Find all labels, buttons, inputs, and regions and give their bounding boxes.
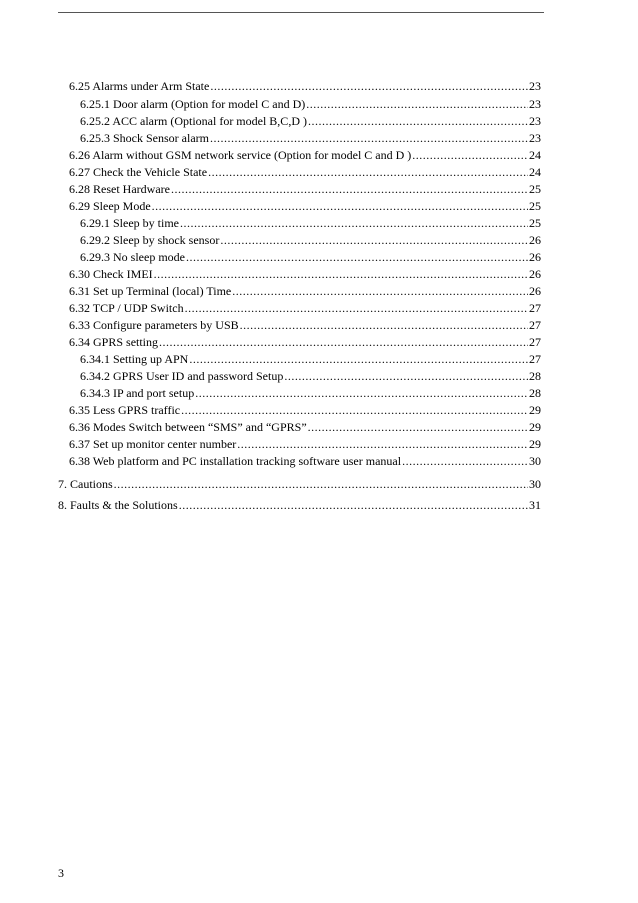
toc-entry[interactable]	[69, 147, 541, 163]
toc-entry-page: 24	[529, 165, 541, 179]
toc-leader-dots	[154, 266, 528, 282]
toc-entry-label: 6.25.1 Door alarm (Option for model C and D)	[80, 97, 306, 111]
toc-entry-label: 6.25.3 Shock Sensor alarm	[80, 131, 209, 145]
toc-entry-label: 6.29.3 No sleep mode	[80, 250, 185, 264]
toc-entry-page: 28	[529, 386, 541, 400]
toc-entry[interactable]	[80, 368, 541, 384]
toc-entry-page: 29	[529, 403, 541, 417]
toc-leader-dots	[179, 497, 528, 513]
toc-leader-dots	[114, 476, 528, 492]
toc-entry-page: 30	[529, 477, 541, 491]
toc-entry-label: 6.34.1 Setting up APN	[80, 352, 189, 366]
toc-entry-label: 6.25.2 ACC alarm (Optional for model B,C,D )	[80, 114, 307, 128]
toc-leader-dots	[232, 283, 528, 299]
toc-entry-page: 27	[529, 352, 541, 366]
toc-entry-label: 6.28 Reset Hardware	[69, 182, 170, 196]
toc-entry-label: 6.26 Alarm without GSM network service (Option for model C and D )	[69, 148, 412, 162]
toc-entry-page: 23	[529, 131, 541, 145]
toc-leader-dots	[181, 402, 528, 418]
toc-entry[interactable]	[69, 78, 541, 94]
toc-entry-label: 6.30 Check IMEI	[69, 267, 153, 281]
toc-leader-dots	[402, 453, 528, 469]
toc-entry-page: 28	[529, 369, 541, 383]
toc-leader-dots	[308, 419, 528, 435]
toc-entry[interactable]	[58, 476, 541, 492]
toc-leader-dots	[180, 215, 528, 231]
toc-entry[interactable]	[69, 453, 541, 469]
toc-entry[interactable]	[80, 385, 541, 401]
toc-leader-dots	[171, 181, 528, 197]
toc-entry-label: 8. Faults & the Solutions	[58, 498, 178, 512]
toc-entry[interactable]	[80, 215, 541, 231]
toc-entry-label: 6.33 Configure parameters by USB	[69, 318, 239, 332]
toc-entry-page: 23	[529, 114, 541, 128]
toc-entry-label: 6.29.2 Sleep by shock sensor	[80, 233, 220, 247]
toc-entry[interactable]	[58, 497, 541, 513]
toc-leader-dots	[159, 334, 528, 350]
toc-entry-label: 6.29.1 Sleep by time	[80, 216, 179, 230]
toc-leader-dots	[185, 300, 528, 316]
toc-entry-page: 29	[529, 437, 541, 451]
toc-entry-label: 6.34 GPRS setting	[69, 335, 159, 349]
toc-leader-dots	[284, 368, 528, 384]
toc-entry-label: 6.29 Sleep Mode	[69, 199, 151, 213]
toc-entry-label: 6.38 Web platform and PC installation tracking software user manual	[69, 454, 402, 468]
toc-leader-dots	[152, 198, 528, 214]
toc-entry-label: 6.27 Check the Vehicle State	[69, 165, 208, 179]
toc-entry-page: 29	[529, 420, 541, 434]
toc-entry-page: 30	[529, 454, 541, 468]
toc-entry-page: 25	[529, 182, 541, 196]
toc-entry-page: 27	[529, 318, 541, 332]
toc-entry[interactable]	[80, 249, 541, 265]
toc-leader-dots	[208, 164, 528, 180]
toc-entry-page: 25	[529, 216, 541, 230]
toc-leader-dots	[240, 317, 528, 333]
toc-entry[interactable]	[80, 351, 541, 367]
toc-entry[interactable]	[69, 198, 541, 214]
toc-entry-page: 27	[529, 335, 541, 349]
toc-entry[interactable]	[69, 419, 541, 435]
toc-entry-page: 27	[529, 301, 541, 315]
toc-entry-page: 26	[529, 233, 541, 247]
toc-entry-page: 23	[529, 79, 541, 93]
toc-entry-label: 6.34.3 IP and port setup	[80, 386, 195, 400]
toc-entry-page: 26	[529, 250, 541, 264]
toc-leader-dots	[195, 385, 528, 401]
toc-entry-page: 23	[529, 97, 541, 111]
toc-entry-label: 6.25 Alarms under Arm State	[69, 79, 210, 93]
toc-leader-dots	[220, 232, 528, 248]
toc-entry[interactable]	[69, 266, 541, 282]
header-rule	[58, 12, 544, 13]
toc-entry[interactable]	[69, 402, 541, 418]
toc-entry[interactable]	[80, 113, 541, 129]
toc-entry-page: 31	[529, 498, 541, 512]
toc-entry-label: 6.36 Modes Switch between “SMS” and “GPRS”	[69, 420, 307, 434]
toc-entry-label: 7. Cautions	[58, 477, 113, 491]
toc-leader-dots	[189, 351, 528, 367]
toc-leader-dots	[210, 130, 528, 146]
toc-entry-label: 6.35 Less GPRS traffic	[69, 403, 181, 417]
toc-leader-dots	[186, 249, 528, 265]
toc-entry[interactable]	[69, 300, 541, 316]
toc-entry-label: 6.32 TCP / UDP Switch	[69, 301, 184, 315]
toc-entry-label: 6.37 Set up monitor center number	[69, 437, 237, 451]
toc-entry-page: 25	[529, 199, 541, 213]
toc-entry-page: 26	[529, 284, 541, 298]
page-number: 3	[58, 866, 64, 880]
toc-entry[interactable]	[80, 96, 541, 112]
toc-entry[interactable]	[80, 232, 541, 248]
toc-entry[interactable]	[69, 181, 541, 197]
toc-entry[interactable]	[69, 164, 541, 180]
toc-leader-dots	[308, 113, 528, 129]
toc-entry[interactable]	[69, 283, 541, 299]
toc-entry-page: 24	[529, 148, 541, 162]
toc-entry[interactable]	[69, 317, 541, 333]
toc-leader-dots	[412, 147, 528, 163]
toc-entry-page: 26	[529, 267, 541, 281]
toc-entry-label: 6.34.2 GPRS User ID and password Setup	[80, 369, 284, 383]
toc-entry[interactable]	[69, 334, 541, 350]
toc-leader-dots	[306, 96, 528, 112]
toc-entry[interactable]	[69, 436, 541, 452]
toc-leader-dots	[237, 436, 528, 452]
toc-leader-dots	[210, 78, 528, 94]
toc-entry-label: 6.31 Set up Terminal (local) Time	[69, 284, 232, 298]
toc-entry[interactable]	[80, 130, 541, 146]
